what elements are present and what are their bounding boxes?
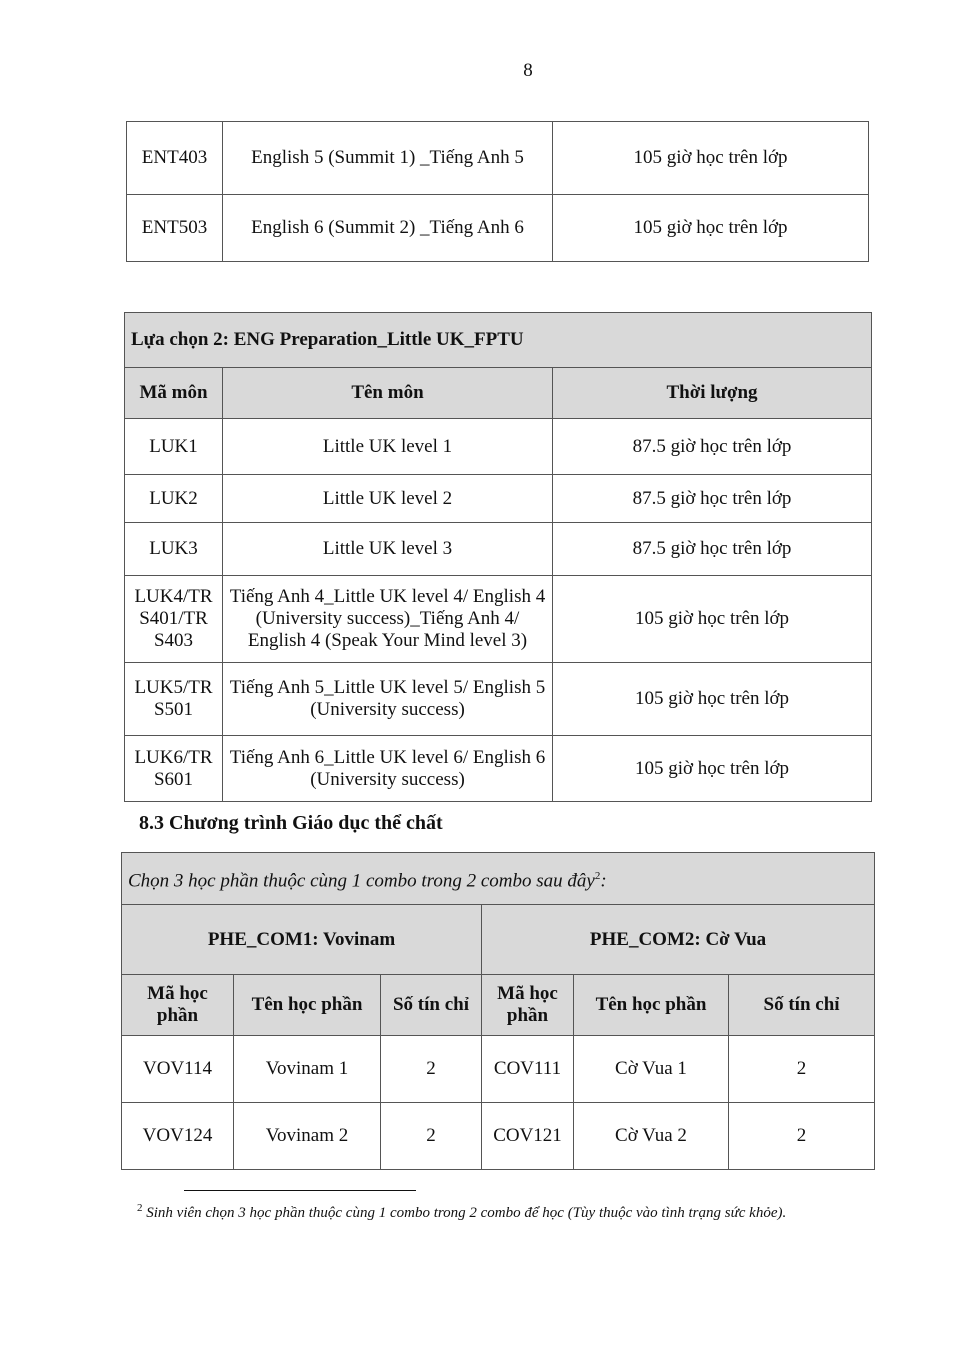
course-code: ENT503 bbox=[127, 195, 223, 262]
column-header: Mã học phần bbox=[122, 975, 234, 1036]
column-header: Mã môn bbox=[125, 368, 223, 419]
table-row bbox=[127, 122, 869, 195]
combo-group-header: PHE_COM2: Cờ Vua bbox=[482, 905, 875, 975]
course-name: Little UK level 1 bbox=[223, 419, 553, 475]
footnote-separator bbox=[184, 1190, 416, 1191]
column-header: Số tín chỉ bbox=[381, 975, 482, 1036]
footnote-marker: 2 bbox=[137, 1202, 143, 1214]
table-row bbox=[127, 195, 869, 262]
table-caption: Lựa chọn 2: ENG Preparation_Little UK_FPTU bbox=[125, 313, 872, 368]
course-duration: 105 giờ học trên lớp bbox=[553, 122, 869, 195]
table-row bbox=[125, 523, 872, 576]
column-header: Tên học phần bbox=[234, 975, 381, 1036]
column-header: Mã học phần bbox=[482, 975, 574, 1036]
credits: 2 bbox=[381, 1103, 482, 1170]
course-duration: 105 giờ học trên lớp bbox=[553, 195, 869, 262]
table-row bbox=[125, 475, 872, 523]
footnote-text: Sinh viên chọn 3 học phần thuộc cùng 1 combo trong 2 combo để học (Tùy thuộc vào tình trạng sức khỏe). bbox=[146, 1205, 787, 1221]
course-code: LUK3 bbox=[125, 523, 223, 576]
english-courses-table bbox=[126, 121, 869, 262]
course-code: COV111 bbox=[482, 1036, 574, 1103]
course-duration: 105 giờ học trên lớp bbox=[553, 663, 872, 736]
footnote bbox=[137, 1202, 786, 1222]
course-code: LUK1 bbox=[125, 419, 223, 475]
little-uk-table bbox=[124, 312, 872, 802]
course-duration: 87.5 giờ học trên lớp bbox=[553, 475, 872, 523]
table-row bbox=[122, 1103, 875, 1170]
course-name: Vovinam 2 bbox=[234, 1103, 381, 1170]
caption-text: Chọn 3 học phần thuộc cùng 1 combo trong 2 combo sau đây bbox=[128, 870, 595, 892]
course-name: Cờ Vua 1 bbox=[574, 1036, 729, 1103]
credits: 2 bbox=[729, 1036, 875, 1103]
table-row bbox=[125, 419, 872, 475]
course-name: Little UK level 2 bbox=[223, 475, 553, 523]
course-duration: 87.5 giờ học trên lớp bbox=[553, 523, 872, 576]
course-code: LUK5/TR S501 bbox=[125, 663, 223, 736]
course-duration: 105 giờ học trên lớp bbox=[553, 736, 872, 802]
course-code: LUK4/TR S401/TR S403 bbox=[125, 576, 223, 663]
combo-group-header: PHE_COM1: Vovinam bbox=[122, 905, 482, 975]
credits: 2 bbox=[729, 1103, 875, 1170]
physical-education-table bbox=[121, 852, 875, 1170]
column-header: Tên môn bbox=[223, 368, 553, 419]
credits: 2 bbox=[381, 1036, 482, 1103]
course-code: ENT403 bbox=[127, 122, 223, 195]
course-code: VOV124 bbox=[122, 1103, 234, 1170]
course-code: LUK6/TR S601 bbox=[125, 736, 223, 802]
course-code: VOV114 bbox=[122, 1036, 234, 1103]
course-name: Tiếng Anh 4_Little UK level 4/ English 4 (University success)_Tiếng Anh 4/ English 4 (Speak Your Mind level 3) bbox=[223, 576, 553, 663]
column-header: Thời lượng bbox=[553, 368, 872, 419]
course-code: COV121 bbox=[482, 1103, 574, 1170]
course-duration: 87.5 giờ học trên lớp bbox=[553, 419, 872, 475]
page-number: 8 bbox=[523, 60, 533, 81]
table-row bbox=[125, 576, 872, 663]
table-row bbox=[125, 663, 872, 736]
course-duration: 105 giờ học trên lớp bbox=[553, 576, 872, 663]
course-name: English 5 (Summit 1) _Tiếng Anh 5 bbox=[223, 122, 553, 195]
footnote-reference: 2 bbox=[594, 869, 601, 882]
table-row bbox=[122, 1036, 875, 1103]
table-row bbox=[125, 736, 872, 802]
column-header: Số tín chỉ bbox=[729, 975, 875, 1036]
course-name: Cờ Vua 2 bbox=[574, 1103, 729, 1170]
section-heading: 8.3 Chương trình Giáo dục thể chất bbox=[139, 812, 443, 834]
course-name: Vovinam 1 bbox=[234, 1036, 381, 1103]
course-name: English 6 (Summit 2) _Tiếng Anh 6 bbox=[223, 195, 553, 262]
caption-suffix: : bbox=[600, 870, 607, 892]
column-header: Tên học phần bbox=[574, 975, 729, 1036]
course-code: LUK2 bbox=[125, 475, 223, 523]
course-name: Tiếng Anh 6_Little UK level 6/ English 6 (University success) bbox=[223, 736, 553, 802]
table-caption bbox=[122, 853, 875, 905]
course-name: Tiếng Anh 5_Little UK level 5/ English 5 (University success) bbox=[223, 663, 553, 736]
course-name: Little UK level 3 bbox=[223, 523, 553, 576]
